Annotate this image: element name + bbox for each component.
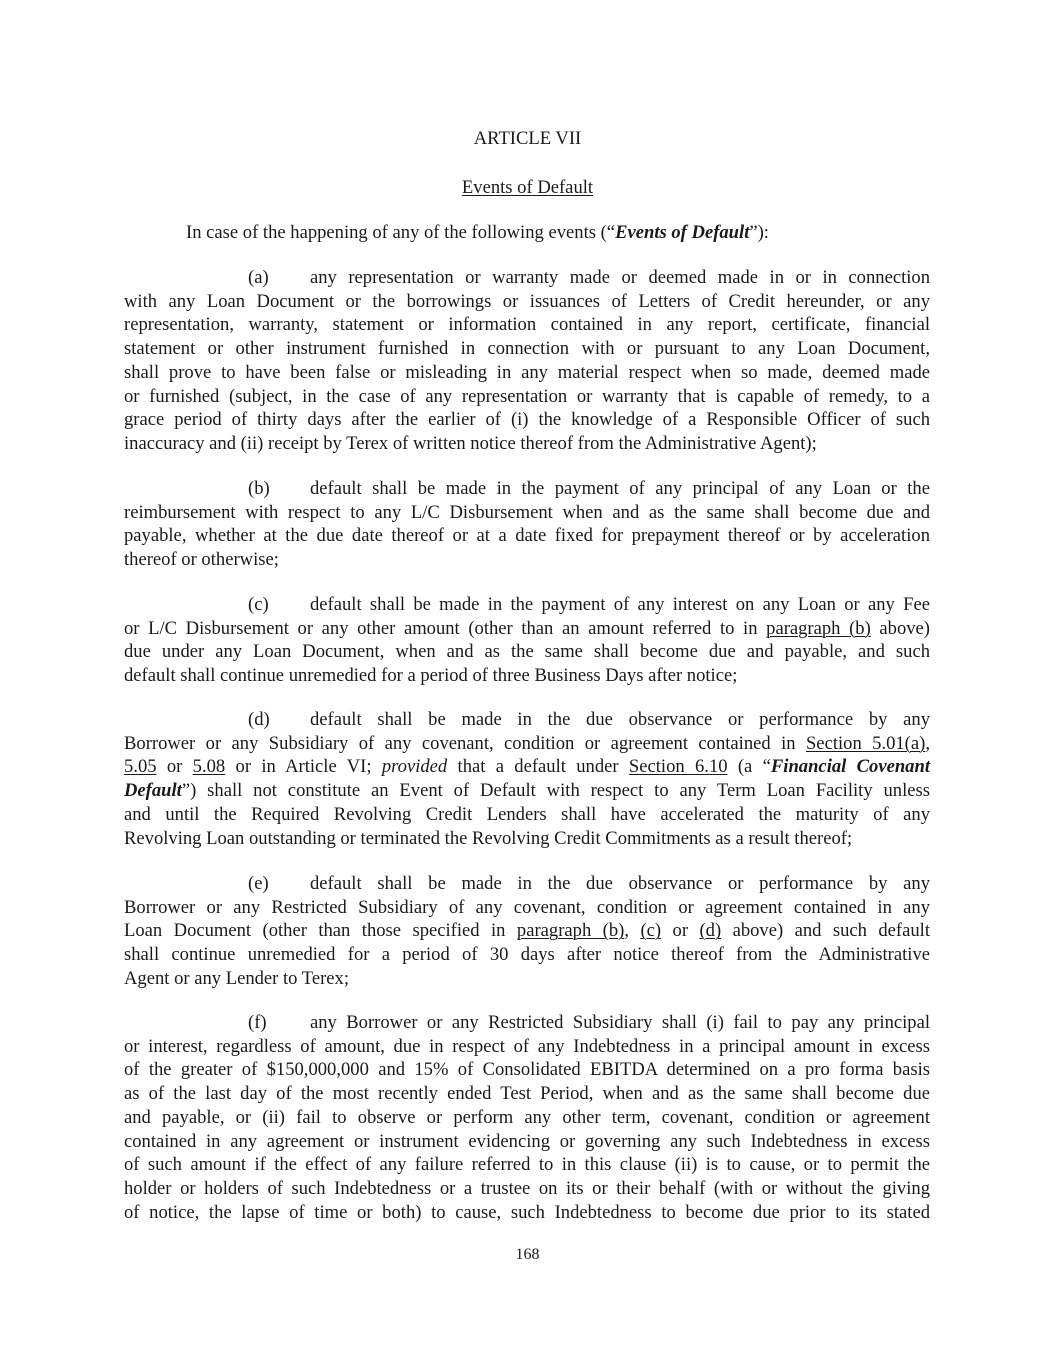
cross-reference-link: Section 5.01(a) [805,732,926,754]
paragraph-b: (b) default shall be made in the payment of any principal of any Loan or the reimbursement with respect to any L/C Disbursement when and as the same shall become due and payable, whether at the due date thereof or at a date fixed for prepayment thereof or by acceleration thereof or otherwise; [124,478,930,571]
intro-sentence: In case of the happening of any of the following events (“Events of Default”): [186,222,769,243]
cross-reference-link: (d) [699,920,722,942]
cross-reference-link: paragraph (b) [516,920,625,942]
cross-reference-link: paragraph (b) [766,617,871,639]
cross-reference-link: (c) [640,920,662,942]
cross-reference-link: 5.08 [192,756,226,778]
cross-reference-link: Section 6.10 [628,756,728,778]
paragraph-label: (c) [248,594,269,615]
paragraph-label: (f) [248,1012,267,1033]
paragraph-label: (b) [248,478,270,499]
paragraph-f: (f) any Borrower or any Restricted Subsidiary shall (i) fail to pay any principal or interest, regardless of amount, due in respect of any Indebtedness in a principal amount in excess of the greater of $150,000,000 and 15% of Consolidated EBITDA determined on a pro forma basis as of the last day of the most recently ended Test Period, when and as the same shall become due and payable, or (ii) fail to observe or perform any other term, covenant, condition or agreement contained in any agreement or instrument evidencing or governing any such Indebtedness in excess of such amount if the effect of any failure referred to in this clause (ii) is to cause, or to permit the holder or holders of such Indebtedness or a trustee on its or their behalf (with or without the giving of notice, the lapse of time or both) to cause, such Indebtedness to become due prior to its stated [124,1012,930,1223]
paragraph-label: (e) [248,873,269,894]
defined-term-events-of-default: Events of Default [615,222,750,243]
defined-term-financial-covenant-default: Financial Covenant [770,756,930,778]
paragraph-c: (c) default shall be made in the payment of any interest on any Loan or any Fee or L/C Disbursement or any other amount (other than an amount referred to in paragraph (b) above) due under any Loan Document, when and as the same shall become due and payable, and such default shall continue unremedied for a period of three Business Days after notice; [124,594,930,687]
paragraph-a: (a) any representation or warranty made or deemed made in or in connection with any Loan Document or the borrowings or issuances of Letters of Credit hereunder, or any representation, warranty, statement or information contained in any report, certificate, financial statement or other instrument furnished in connection with or pursuant to any Loan Document, shall prove to have been false or misleading in any material respect when so made, deemed made or furnished (subject, in the case of any representation or warranty that is capable of remedy, to a grace period of thirty days after the earlier of (i) the knowledge of a Responsible Officer of such inaccuracy and (ii) receipt by Terex of written notice thereof from the Administrative Agent); [124,267,930,454]
paragraph-d: (d) default shall be made in the due observance or performance by any Borrower or any Subsidiary of any covenant, condition or agreement contained in Section 5.01(a), 5.05 or 5.08 or in Article VI; provided that a default under Section 6.10 (a “Financial Covenant Default”) shall not constitute an Event of Default with respect to any Term Loan Facility unless and until the Required Revolving Credit Lenders shall have accelerated the maturity of any Revolving Loan outstanding or terminated the Revolving Credit Commitments as a result thereof; [124,709,930,849]
cross-reference-link: 5.05 [124,756,157,778]
paragraph-label: (a) [248,267,269,288]
section-heading: Events of Default [461,177,594,198]
page-number: 168 [515,1246,540,1263]
paragraph-e: (e) default shall be made in the due observance or performance by any Borrower or any Restricted Subsidiary of any covenant, condition or agreement contained in any Loan Document (other than those specified in paragraph (b), (c) or (d) above) and such default shall continue unremedied for a period of 30 days after notice thereof from the Administrative Agent or any Lender to Terex; [124,873,931,989]
article-heading: ARTICLE VII [473,128,582,149]
paragraph-label: (d) [248,709,270,730]
